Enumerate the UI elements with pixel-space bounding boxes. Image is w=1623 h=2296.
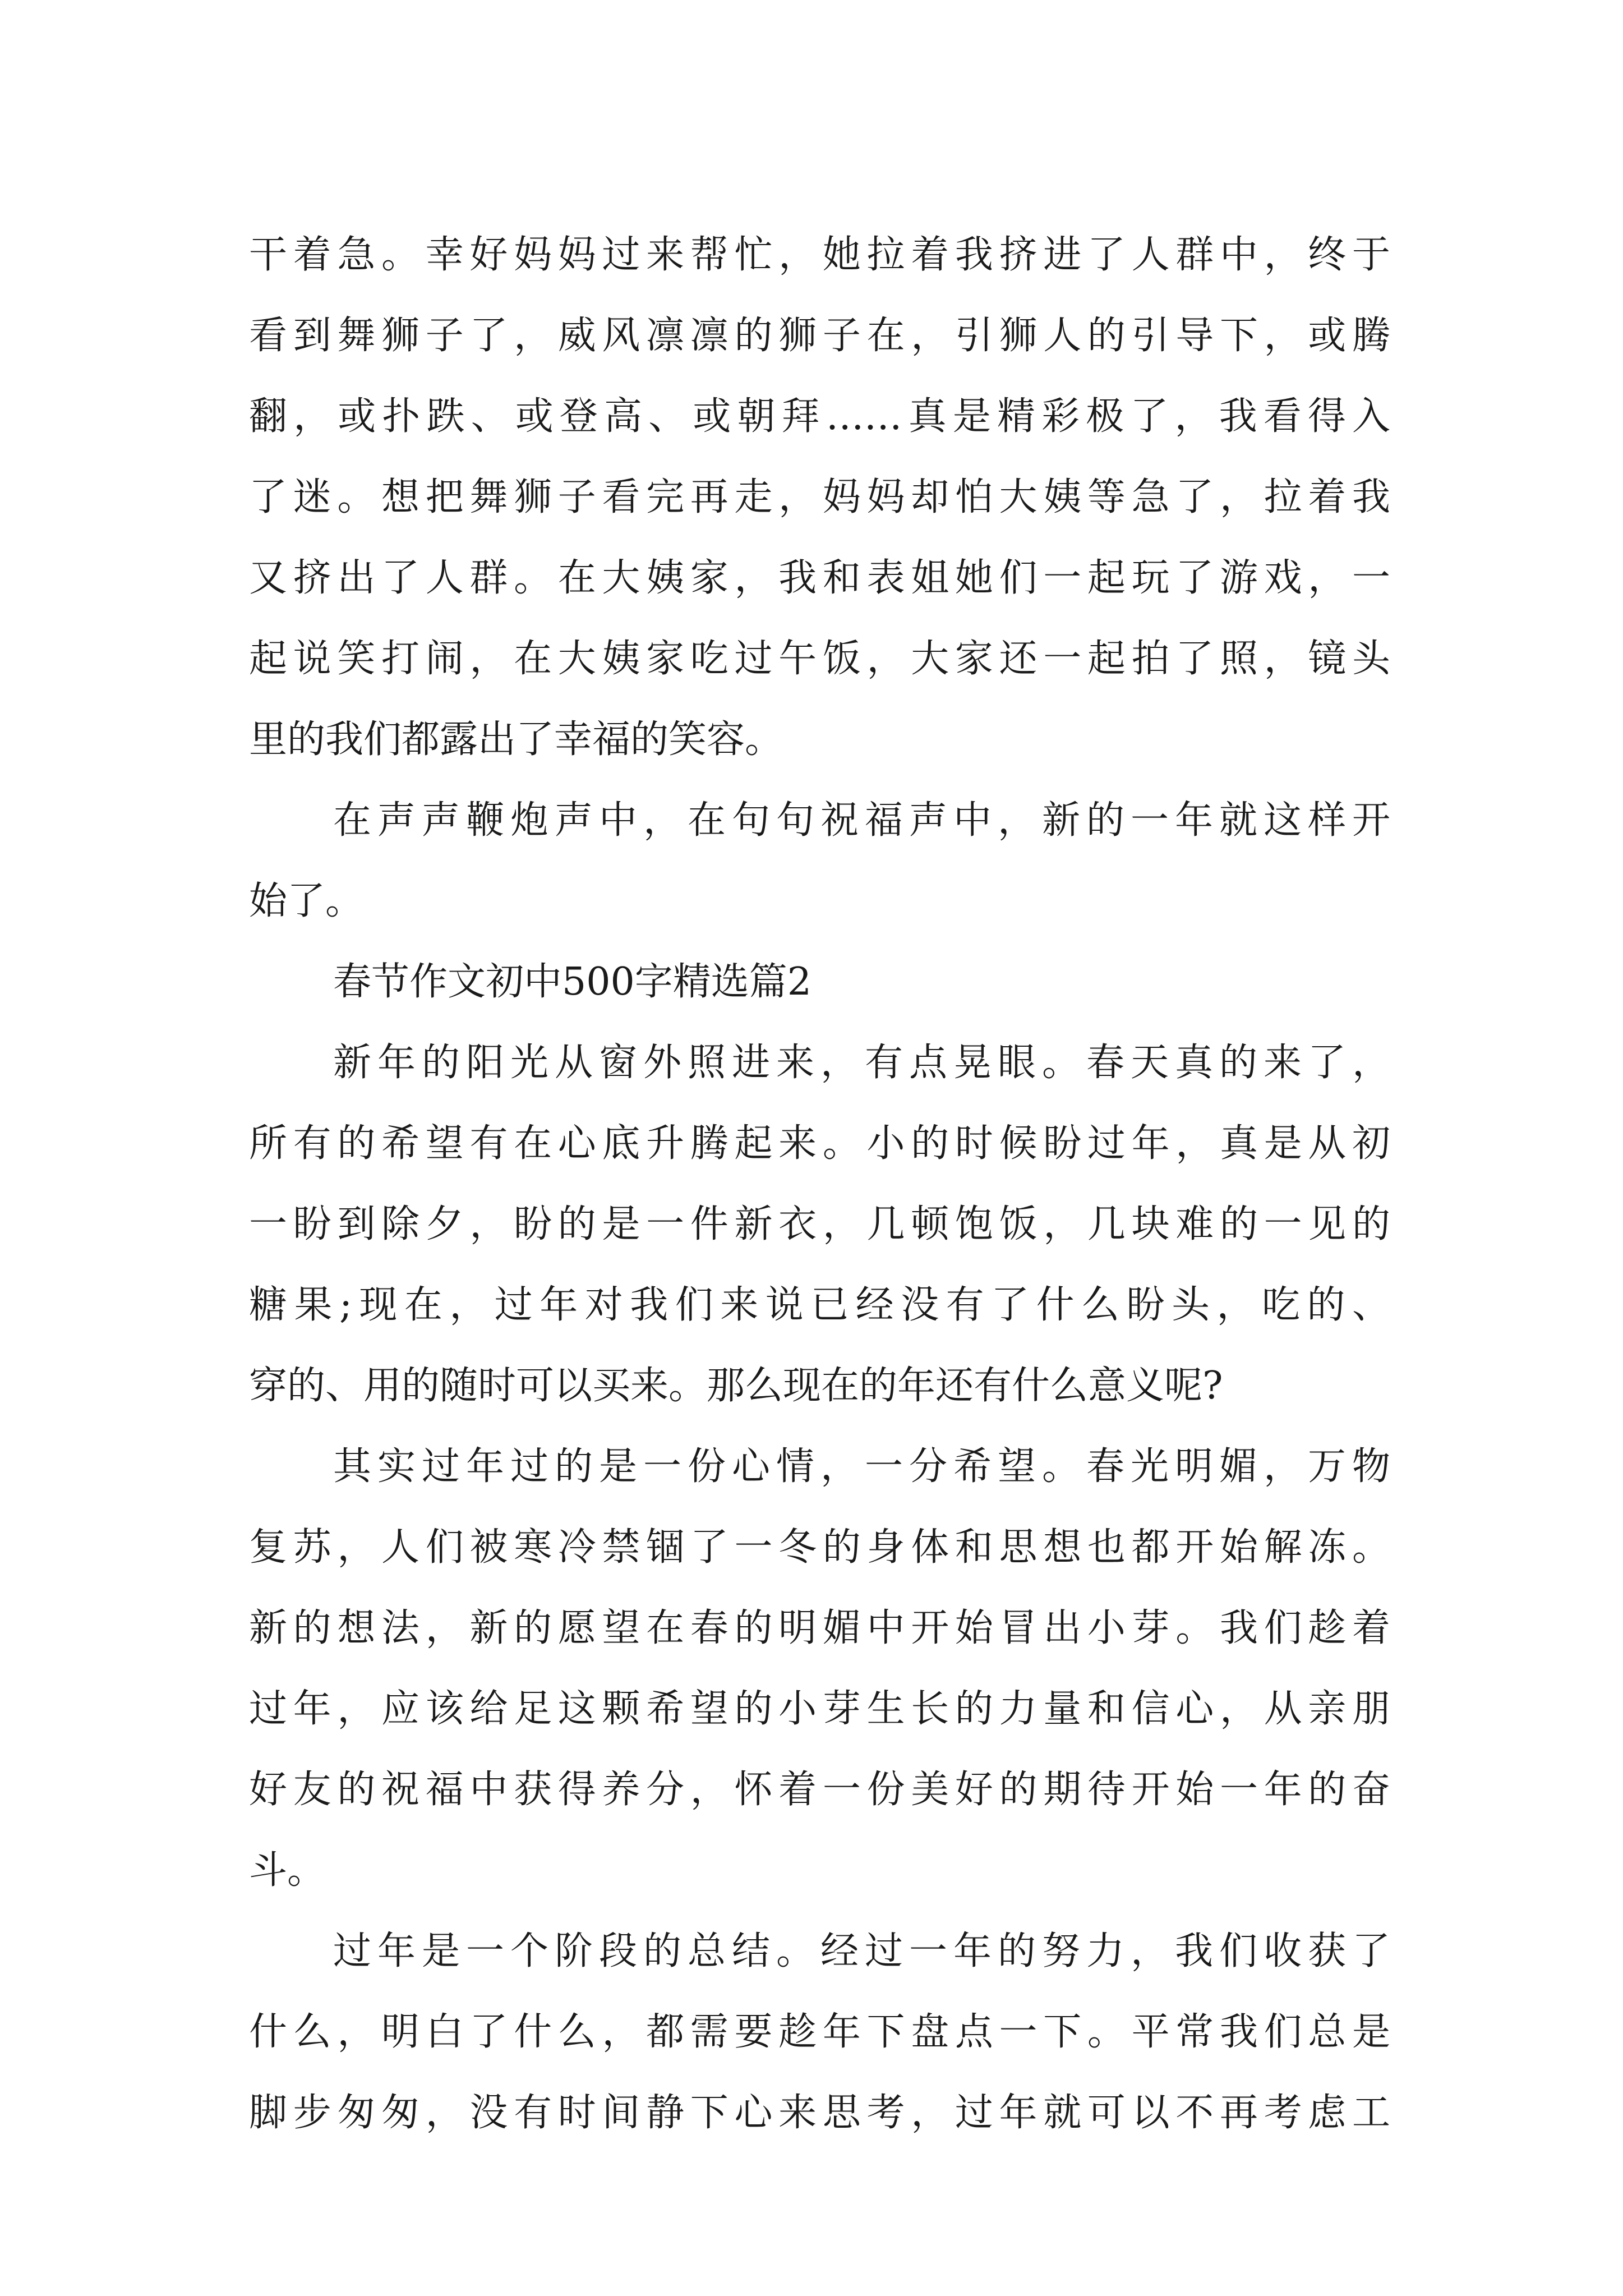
paragraph-3 (249, 1023, 1390, 1427)
text-line: 什么，明白了什么，都需要趁年下盘点一下。平常我们总是 (249, 2010, 1390, 2054)
section-heading (249, 942, 1390, 1023)
document-body (249, 215, 1390, 2154)
text-line: 新的想法，新的愿望在春的明媚中开始冒出小芽。我们趁着 (249, 1606, 1390, 1650)
text-line: 新年的阳光从窗外照进来，有点晃眼。春天真的来了， (333, 1041, 1390, 1085)
text-line: 其实过年过的是一份心情，一分希望。春光明媚，万物 (333, 1444, 1390, 1489)
text-line: 里的我们都露出了幸福的笑容。 (249, 717, 783, 762)
paragraph-4 (249, 1427, 1390, 1911)
text-line: 脚步匆匆，没有时间静下心来思考，过年就可以不再考虑工 (249, 2091, 1390, 2135)
paragraph-1 (249, 215, 1390, 780)
paragraph-2 (249, 780, 1390, 942)
text-line: 糖果;现在，过年对我们来说已经没有了什么盼头，吃的、 (249, 1283, 1390, 1327)
text-line: 了迷。想把舞狮子看完再走，妈妈却怕大姨等急了，拉着我 (249, 475, 1390, 519)
text-line: 过年，应该给足这颗希望的小芽生长的力量和信心，从亲朋 (249, 1687, 1390, 1731)
text-line: 干着急。幸好妈妈过来帮忙，她拉着我挤进了人群中，终于 (249, 233, 1390, 277)
text-line: 又挤出了人群。在大姨家，我和表姐她们一起玩了游戏，一 (249, 556, 1390, 600)
heading-text: 春节作文初中500字精选篇2 (333, 960, 812, 1004)
text-line: 复苏，人们被寒冷禁锢了一冬的身体和思想也都开始解冻。 (249, 1525, 1390, 1570)
text-line: 穿的、用的随时可以买来。那么现在的年还有什么意义呢? (249, 1364, 1223, 1408)
text-line: 起说笑打闹，在大姨家吃过午饭，大家还一起拍了照，镜头 (249, 637, 1390, 681)
text-line: 一盼到除夕，盼的是一件新衣，几顿饱饭，几块难的一见的 (249, 1202, 1390, 1246)
text-line: 看到舞狮子了，威风凛凛的狮子在，引狮人的引导下，或腾 (249, 314, 1390, 358)
text-line: 翻，或扑跌、或登高、或朝拜……真是精彩极了，我看得入 (249, 394, 1390, 439)
text-line: 所有的希望有在心底升腾起来。小的时候盼过年，真是从初 (249, 1121, 1390, 1166)
text-line: 始了。 (249, 879, 364, 923)
paragraph-5 (249, 1911, 1390, 2154)
text-line: 在声声鞭炮声中，在句句祝福声中，新的一年就这样开 (333, 798, 1390, 843)
text-line: 过年是一个阶段的总结。经过一年的努力，我们收获了 (333, 1929, 1390, 1973)
text-line: 好友的祝福中获得养分，怀着一份美好的期待开始一年的奋 (249, 1768, 1390, 1812)
text-line: 斗。 (249, 1848, 326, 1893)
